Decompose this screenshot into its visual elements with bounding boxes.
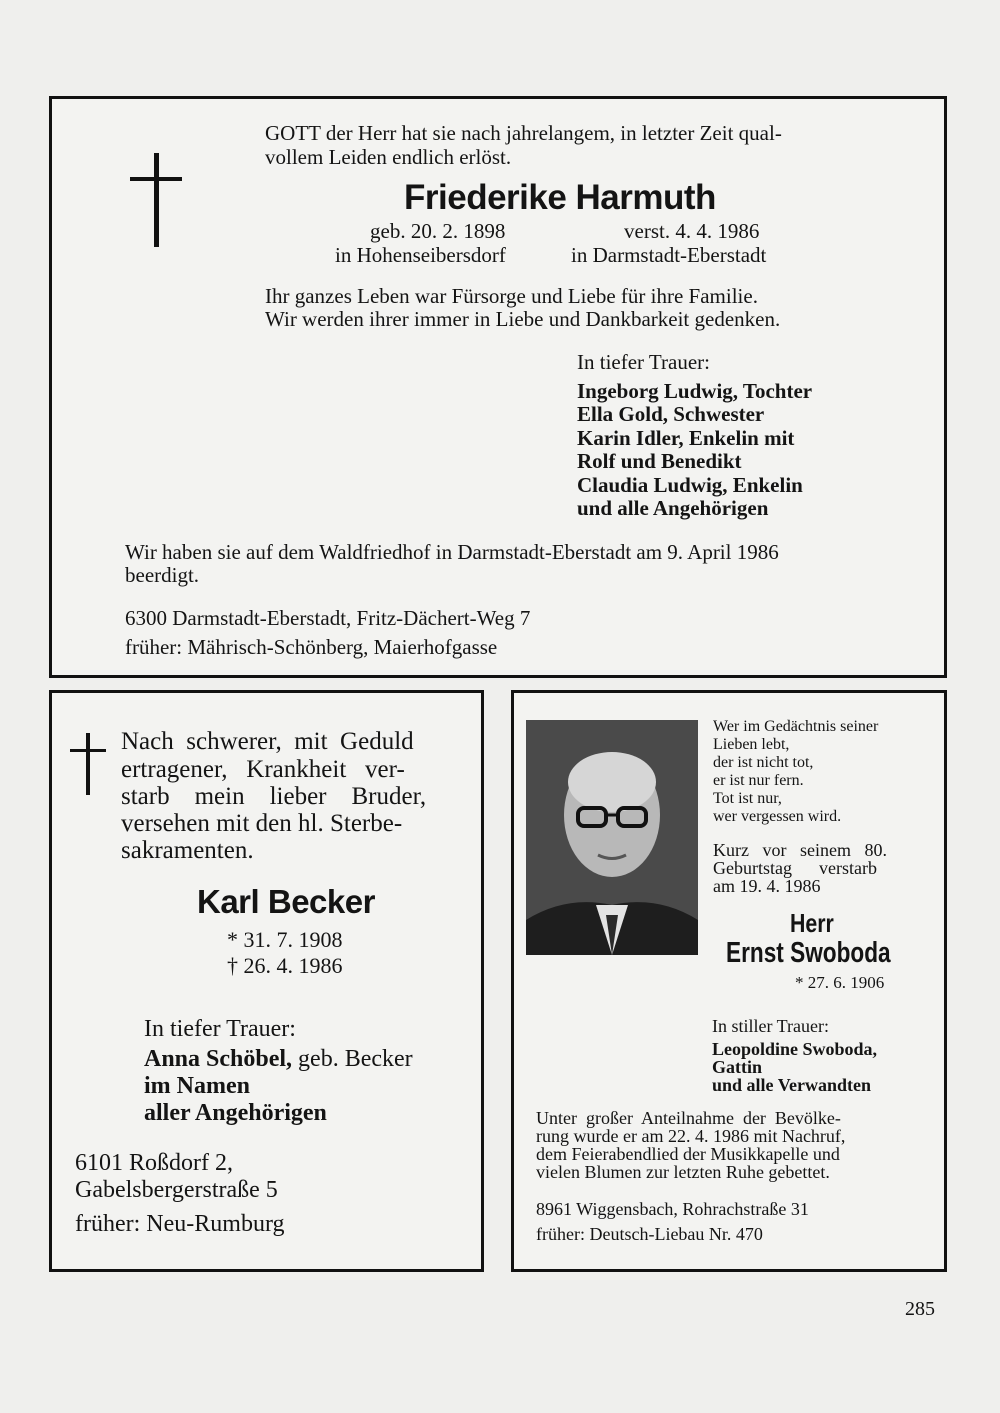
- mourner-2: Ella Gold, Schwester: [577, 402, 765, 426]
- deceased-name: Ernst Swoboda: [726, 937, 891, 969]
- poem-line-2: Lieben lebt,: [713, 736, 790, 753]
- honorific: Herr: [790, 908, 834, 938]
- poem-line-3: der ist nicht tot,: [713, 754, 814, 771]
- mourner-1: Leopoldine Swoboda,: [712, 1039, 878, 1059]
- intro-line-5: sakramenten.: [121, 837, 254, 864]
- page-number: 285: [905, 1298, 935, 1320]
- intro-line-3: starb mein lieber Bruder,: [121, 783, 427, 810]
- birth-place: in Hohenseibersdorf: [335, 243, 506, 267]
- intro-line-4: versehen mit den hl. Sterbe-: [121, 810, 403, 837]
- address-line-1: 6101 Roßdorf 2,: [75, 1150, 233, 1176]
- burial-line-1: Wir haben sie auf dem Waldfriedhof in Darmstadt-Eberstadt am 9. April 1986: [125, 540, 779, 564]
- funeral-line-1: Unter großer Anteilnahme der Bevölke-: [536, 1108, 841, 1128]
- poem-line-6: wer vergessen wird.: [713, 808, 842, 825]
- mourner-4: Rolf und Benedikt: [577, 449, 742, 473]
- announcement-line-2: Geburtstag verstarb: [713, 858, 877, 878]
- birth-date: * 27. 6. 1906: [795, 973, 885, 992]
- funeral-line-2: rung wurde er am 22. 4. 1986 mit Nachruf,: [536, 1126, 846, 1146]
- portrait-photo: [526, 720, 698, 955]
- mourning-label: In tiefer Trauer:: [144, 1016, 296, 1042]
- funeral-line-3: dem Feierabendlied der Musikkapelle und: [536, 1144, 840, 1164]
- deceased-name: Karl Becker: [197, 883, 375, 920]
- burial-line-2: beerdigt.: [125, 563, 200, 587]
- portrait-icon: [526, 720, 698, 955]
- tribute-line-2: Wir werden ihrer immer in Liebe und Dankbarkeit gedenken.: [265, 307, 781, 331]
- intro-line-1: Nach schwerer, mit Geduld: [121, 728, 414, 755]
- poem-line-1: Wer im Gedächtnis seiner: [713, 718, 879, 735]
- mourner-line-2: im Namen: [144, 1073, 250, 1099]
- intro-line-2: vollem Leiden endlich erlöst.: [265, 145, 512, 169]
- former-address: früher: Deutsch-Liebau Nr. 470: [536, 1224, 763, 1244]
- tribute-line-1: Ihr ganzes Leben war Fürsorge und Liebe für ihre Familie.: [265, 284, 758, 308]
- mourner-line-1: [144, 1046, 413, 1073]
- mourner-6: und alle Angehörigen: [577, 496, 769, 520]
- announcement-line-1: Kurz vor seinem 80.: [713, 840, 887, 860]
- mourner-3: und alle Verwandten: [712, 1075, 872, 1095]
- mourner-name: Anna Schöbel,: [144, 1046, 293, 1072]
- mourner-line-3: aller Angehörigen: [144, 1100, 327, 1126]
- cross-icon: [70, 733, 106, 795]
- mourner-2: Gattin: [712, 1057, 763, 1077]
- address: 8961 Wiggensbach, Rohrachstraße 31: [536, 1199, 809, 1219]
- birth-date: * 31. 7. 1908: [227, 927, 343, 952]
- birth-date: geb. 20. 2. 1898: [370, 219, 506, 243]
- intro-line-2: ertragener, Krankheit ver-: [121, 756, 405, 783]
- poem-line-4: er ist nur fern.: [713, 772, 804, 789]
- mourner-5: Claudia Ludwig, Enkelin: [577, 473, 803, 497]
- announcement-line-3: am 19. 4. 1986: [713, 876, 821, 896]
- intro-line-1: GOTT der Herr hat sie nach jahrelangem, in letzter Zeit qual-: [265, 121, 782, 145]
- funeral-line-4: vielen Blumen zur letzten Ruhe gebettet.: [536, 1162, 830, 1182]
- address-line-2: Gabelsbergerstraße 5: [75, 1177, 278, 1203]
- death-place: in Darmstadt-Eberstadt: [571, 243, 767, 267]
- death-date: † 26. 4. 1986: [227, 953, 343, 978]
- mourning-label: In stiller Trauer:: [712, 1016, 829, 1036]
- death-date: verst. 4. 4. 1986: [624, 219, 760, 243]
- deceased-name: Friederike Harmuth: [404, 178, 716, 217]
- poem-line-5: Tot ist nur,: [713, 790, 782, 807]
- address: 6300 Darmstadt-Eberstadt, Fritz-Dächert-Weg 7: [125, 606, 531, 630]
- mourning-label: In tiefer Trauer:: [577, 350, 710, 374]
- former-address: früher: Mährisch-Schönberg, Maierhofgasse: [125, 635, 498, 659]
- mourner-1: Ingeborg Ludwig, Tochter: [577, 379, 813, 403]
- mourner-maiden-name: geb. Becker: [292, 1046, 413, 1072]
- former-address: früher: Neu-Rumburg: [75, 1211, 285, 1237]
- cross-icon: [130, 153, 182, 247]
- mourner-3: Karin Idler, Enkelin mit: [577, 426, 795, 450]
